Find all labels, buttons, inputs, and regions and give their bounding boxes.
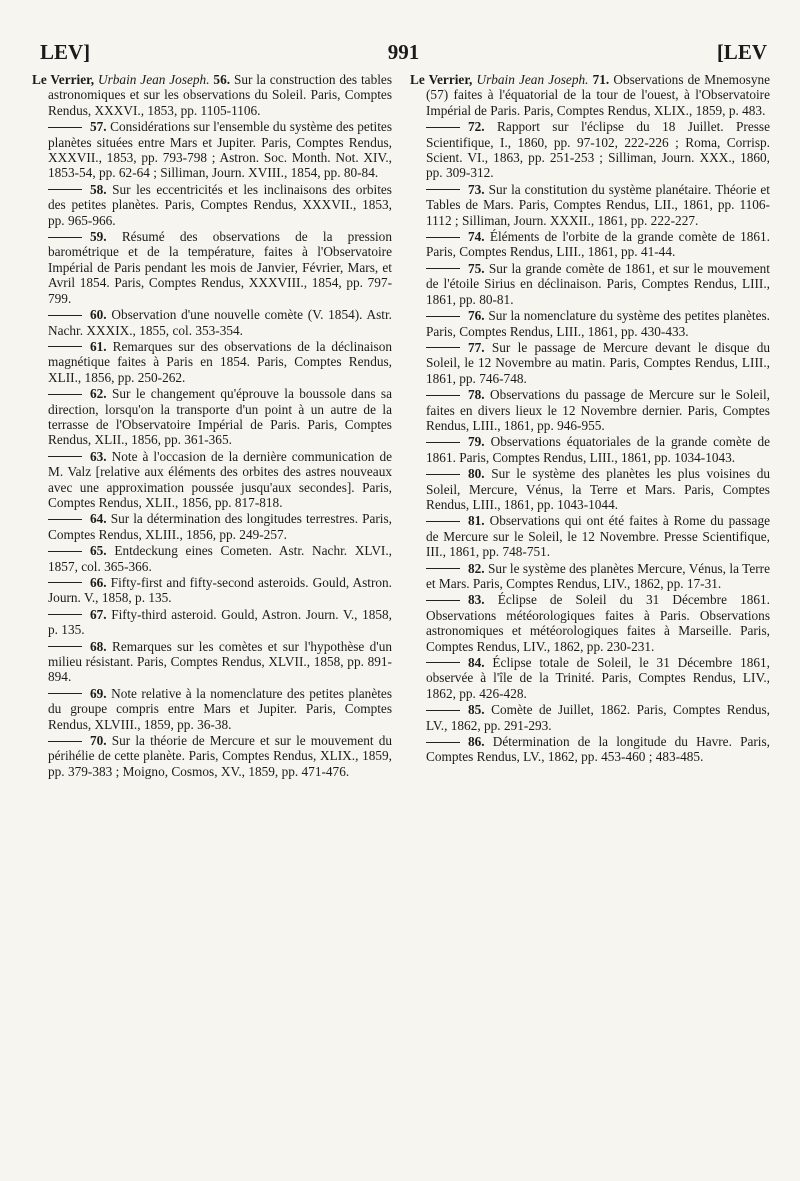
entry-number: 77.: [468, 339, 485, 355]
entry-number: 64.: [90, 511, 107, 527]
entry-number: 66.: [90, 575, 107, 590]
ditto-dash: [426, 710, 460, 711]
ditto-dash: [426, 395, 460, 396]
bibliography-entry: [32, 307, 392, 338]
entry-text: Sur le changement qu'éprouve la boussole dans sa direction, lorsqu'on la transporte d'un point à un autre de la terrasse de l'Observatoire Impérial de Paris. Paris, Comptes Rendus, XLII., 1856, pp. 361-365.: [48, 386, 392, 448]
header-right: [LEV: [716, 40, 767, 64]
entry-text: Sur la théorie de Mercure et sur le mouvement du périhélie de cette planète. Paris, Comptes Rendus, XLIX., 1859, pp. 379-383 ; Moigno, Cosmos, XV., 1859, pp. 471-476.: [48, 733, 392, 779]
bibliography-entry: [410, 308, 770, 339]
bibliography-entry: [32, 119, 392, 181]
ditto-dash: [426, 568, 460, 569]
bibliography-entry: [32, 229, 392, 306]
ditto-dash: [426, 237, 460, 238]
ditto-dash: [426, 347, 460, 348]
ditto-dash: [426, 442, 460, 443]
ditto-dash: [48, 127, 82, 128]
bibliography-entry: [410, 387, 770, 433]
bibliography-entry: [410, 229, 770, 260]
entry-text: Remarques sur des observations de la déclinaison magnétique faites à Paris en 1854. Paris, Comptes Rendus, XLII., 1856, pp. 250-262.: [48, 338, 392, 385]
ditto-dash: [426, 474, 460, 475]
bibliography-entry: [32, 733, 392, 779]
ditto-dash: [48, 346, 82, 347]
bibliography-entry: [32, 339, 392, 385]
entry-number: 63.: [90, 448, 107, 464]
entry-number: 73.: [468, 181, 485, 197]
entry-number: 72.: [468, 119, 485, 135]
ditto-dash: [426, 316, 460, 317]
entry-text: Sur le système des planètes les plus voisines du Soleil, Mercure, Vénus, la Terre et Mars. Paris, Comptes Rendus, LIII., 1861, pp. 1043-1044.: [426, 466, 771, 512]
ditto-dash: [48, 315, 82, 316]
ditto-dash: [426, 189, 460, 190]
bibliography-entry: [410, 261, 770, 307]
entry-text: Sur la grande comète de 1861, et sur le mouvement de l'étoile Sirius en déclinaison. Paris, Comptes Rendus, LIII., 1861, pp. 80-81.: [426, 260, 771, 307]
bibliography-entry: [410, 182, 770, 228]
bibliography-entry: [410, 434, 770, 465]
entry-number: 67.: [90, 606, 107, 622]
entry-text: Résumé des observations de la pression barométrique et de la température, faites à l'Observatoire Impérial de Paris pendant les mois de Janvier, Février, Mars, et Avril 1854. Paris, Comptes Rendus, XXXVIII., 1854, pp. 797-799.: [48, 229, 392, 306]
entry-number: 79.: [468, 434, 485, 450]
ditto-dash: [48, 519, 82, 520]
entry-number: 57.: [90, 119, 107, 135]
entry-number: 65.: [90, 543, 107, 559]
entry-number: 86.: [468, 734, 485, 750]
entry-text: Éclipse totale de Soleil, le 31 Décembre 1861, observée à l'île de la Trinité. Paris, Comptes Rendus, LIV., 1862, pp. 426-428.: [426, 655, 770, 701]
ditto-dash: [48, 456, 82, 457]
author-given-names: Urbain Jean Joseph.: [98, 72, 210, 87]
entry-number: 82.: [468, 560, 485, 576]
bibliography-entry: [32, 386, 392, 448]
bibliography-entry: [410, 340, 770, 386]
bibliography-entry: [410, 72, 770, 118]
bibliography-entry: [410, 119, 770, 181]
entry-number: 85.: [468, 702, 485, 718]
ditto-dash: [426, 742, 460, 743]
bibliography-entry: [32, 686, 392, 732]
bibliography-entry: [32, 511, 392, 542]
left-column: [32, 72, 392, 780]
ditto-dash: [426, 268, 460, 269]
bibliography-entry: [32, 639, 392, 685]
author-name: Le Verrier,: [410, 72, 473, 87]
entry-text: Observations de Mnemosyne (57) faites à l'équatorial de la tour de l'ouest, à l'Observatoire Impérial de Paris. Paris, Comptes Rendus, XLIX., 1859, p. 483.: [426, 72, 771, 118]
entry-number: 61.: [90, 338, 107, 354]
bibliography-entry: [32, 182, 392, 228]
ditto-dash: [426, 127, 460, 128]
entry-number: 62.: [90, 386, 107, 402]
right-column: [410, 72, 770, 780]
bibliography-entry: [410, 592, 770, 654]
ditto-dash: [426, 521, 460, 522]
entry-number: 80.: [468, 466, 485, 482]
entry-number: 60.: [90, 307, 107, 323]
entry-number: 78.: [468, 387, 485, 403]
entry-text: Sur le passage de Mercure devant le disque du Soleil, le 12 Novembre au matin. Paris, Comptes Rendus, LIII., 1861, pp. 746-748.: [426, 339, 770, 386]
entry-text: Entdeckung eines Cometen. Astr. Nachr. XLVI., 1857, col. 365-366.: [48, 543, 392, 574]
bibliography-entry: [32, 72, 392, 118]
entry-number: 75.: [468, 260, 485, 276]
author-name: Le Verrier,: [32, 72, 95, 87]
entry-text: Sur la nomenclature du système des petites planètes. Paris, Comptes Rendus, LIII., 1861, pp. 430-433.: [426, 308, 770, 339]
entry-text: Note relative à la nomenclature des petites planètes du groupe compris entre Mars et Jupiter. Paris, Comptes Rendus, XLVIII., 1859, pp. 36-38.: [48, 685, 393, 732]
entry-text: Sur le système des planètes Mercure, Vénus, la Terre et Mars. Paris, Comptes Rendus, LIV., 1862, pp. 17-31.: [426, 560, 771, 591]
entry-text: Fifty-third asteroid. Gould, Astron. Journ. V., 1858, p. 135.: [48, 606, 393, 638]
entry-text: Observations du passage de Mercure sur le Soleil, faites en divers lieux le 12 Novembre dernier. Paris, Comptes Rendus, LIII., 1861, pp. 946-955.: [426, 387, 771, 433]
entry-number: 58.: [90, 181, 107, 197]
ditto-dash: [48, 551, 82, 552]
entry-text: Observations qui ont été faites à Rome du passage de Mercure sur le Soleil, le 12 Novembre. Presse Scientifique, III., 1861, pp. 748-751.: [426, 513, 770, 560]
ditto-dash: [48, 582, 82, 583]
entry-text: Éclipse de Soleil du 31 Décembre 1861. Observations météorologiques faites à Paris. Observations astronomiques et météorologiques faites à Marseille. Paris, Comptes Rendus, LIV., 1862, pp. 230-231.: [426, 592, 770, 654]
entry-text: Remarques sur les comètes et sur l'hypothèse d'un milieu résistant. Paris, Comptes Rendus, XLVII., 1858, pp. 891-894.: [48, 638, 393, 685]
entry-number: 59.: [90, 229, 107, 245]
ditto-dash: [48, 189, 82, 190]
entry-text: Observation d'une nouvelle comète (V. 1854). Astr. Nachr. XXXIX., 1855, col. 353-354.: [48, 307, 392, 338]
header-left: LEV]: [40, 40, 91, 64]
bibliography-entry: [410, 702, 770, 733]
bibliography-entry: [410, 513, 770, 559]
bibliography-entry: [32, 449, 392, 511]
ditto-dash: [48, 237, 82, 238]
entry-number: 81.: [468, 513, 485, 529]
entry-number: 83.: [468, 592, 485, 608]
entry-text: Fifty-first and fifty-second asteroids. Gould, Astron. Journ. V., 1858, p. 135.: [48, 575, 392, 606]
entry-text: Considérations sur l'ensemble du système des petites planètes situées entre Mars et Jupiter. Paris, Comptes Rendus, XXXVII., 1853, pp. 793-798 ; Astron. Soc. Month. Not. XIV., 1853-54, pp. 62-64 ; Silliman, Journ. XVIII., 1854, pp. 80-84.: [48, 119, 392, 181]
entry-number: 70.: [90, 733, 107, 749]
entry-number: 84.: [468, 655, 485, 671]
entry-text: Sur la détermination des longitudes terrestres. Paris, Comptes Rendus, XLIII., 1856, pp. 249-257.: [48, 511, 392, 542]
entry-number: 69.: [90, 685, 107, 701]
entry-text: Sur les eccentricités et les inclinaisons des orbites des petites planètes. Paris, Comptes Rendus, XXXVII., 1853, pp. 965-966.: [48, 181, 392, 228]
ditto-dash: [48, 394, 82, 395]
bibliography-entry: [32, 543, 392, 574]
bibliography-entry: [410, 655, 770, 701]
ditto-dash: [426, 662, 460, 663]
entry-text: Observations équatoriales de la grande comète de 1861. Paris, Comptes Rendus, LIII., 1861, pp. 1034-1043.: [426, 434, 770, 465]
bibliography-entry: [32, 607, 392, 638]
page-number: 991: [387, 40, 420, 64]
entry-number: 76.: [468, 308, 485, 324]
ditto-dash: [426, 600, 460, 601]
entry-text: Éléments de l'orbite de la grande comète de 1861. Paris, Comptes Rendus, LIII., 1861, pp. 41-44.: [426, 229, 770, 260]
entry-number: 56.: [213, 72, 231, 87]
ditto-dash: [48, 614, 82, 615]
entry-number: 74.: [468, 229, 485, 245]
entry-number: 71.: [592, 72, 610, 87]
entry-text: Sur la constitution du système planétaire. Théorie et Tables de Mars. Paris, Comptes Rendus, LII., 1861, pp. 1106-1112 ; Silliman, Journ. XXXII., 1861, pp. 222-227.: [426, 181, 771, 228]
entry-text: Note à l'occasion de la dernière communication de M. Valz [relative aux éléments des orbites des astres nouveaux avec une approximation poussée jusqu'aux secondes]. Paris, Comptes Rendus, XLII., 1856, pp. 817-818.: [48, 448, 393, 510]
entry-number: 68.: [90, 638, 107, 654]
bibliography-entry: [410, 734, 770, 765]
author-given-names: Urbain Jean Joseph.: [476, 72, 589, 87]
ditto-dash: [48, 693, 82, 694]
entry-text: Comète de Juillet, 1862. Paris, Comptes Rendus, LV., 1862, pp. 291-293.: [426, 702, 771, 733]
bibliography-entry: [410, 466, 770, 512]
entry-text: Sur la construction des tables astronomiques et sur les observations du Soleil. Paris, Comptes Rendus, XXXVI., 1853, pp. 1105-1106.: [48, 72, 393, 118]
ditto-dash: [48, 646, 82, 647]
bibliography-entry: [32, 575, 392, 606]
two-column-body: [32, 72, 770, 780]
entry-text: Détermination de la longitude du Havre. Paris, Comptes Rendus, LV., 1862, pp. 453-460 ; 483-485.: [426, 734, 770, 765]
ditto-dash: [48, 741, 82, 742]
bibliography-entry: [410, 561, 770, 592]
running-header: [32, 40, 770, 64]
entry-text: Rapport sur l'éclipse du 18 Juillet. Presse Scientifique, I., 1860, pp. 97-102, 222-226 ; Roma, Corrisp. Scient. VI., 1863, pp. 251-253 ; Silliman, Journ. XXX., 1860, pp. 309-312.: [426, 119, 770, 181]
